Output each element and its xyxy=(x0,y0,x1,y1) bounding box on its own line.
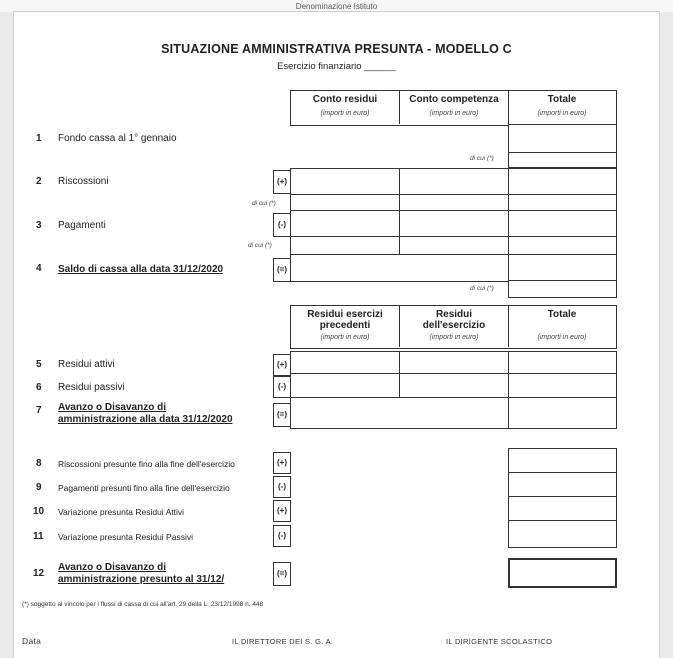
row-label-fondo-cassa: Fondo cassa al 1° gennaio xyxy=(58,133,177,144)
col-totale-2-sub: (importi in euro) xyxy=(537,334,587,341)
input-cell-total[interactable] xyxy=(508,558,617,588)
row-number: 7 xyxy=(36,405,42,416)
sign-minus: (-) xyxy=(273,213,291,237)
row-number: 8 xyxy=(36,458,42,469)
divider xyxy=(508,351,509,397)
dicui-note: di cui (*) xyxy=(470,155,494,162)
sign-equals: (=) xyxy=(273,562,291,586)
row-label-avanzo-2: amministrazione alla data 31/12/2020 xyxy=(58,414,233,425)
row-label-var-residui-passivi: Variazione presunta Residui Passivi xyxy=(58,532,193,542)
row-number: 5 xyxy=(36,359,42,370)
row-number: 4 xyxy=(36,263,42,274)
row-number: 9 xyxy=(36,482,42,493)
row-number: 2 xyxy=(36,176,42,187)
input-row[interactable] xyxy=(290,351,617,375)
exercise-label: Esercizio finanziario ______ xyxy=(277,61,396,72)
input-cell[interactable] xyxy=(508,496,617,522)
input-row[interactable] xyxy=(290,373,617,399)
sign-minus: (-) xyxy=(273,476,291,498)
input-row[interactable] xyxy=(290,210,617,238)
sign-plus: (+) xyxy=(273,452,291,474)
sign-equals: (=) xyxy=(273,258,291,282)
row-number: 11 xyxy=(33,531,44,542)
row-label-pagamenti: Pagamenti xyxy=(58,220,106,231)
sign-minus: (-) xyxy=(273,376,291,398)
sign-equals: (=) xyxy=(273,403,291,427)
page-title: SITUAZIONE AMMINISTRATIVA PRESUNTA - MODELLO C xyxy=(161,42,512,56)
col-conto-competenza: Conto competenza xyxy=(409,94,499,105)
row-number: 3 xyxy=(36,220,42,231)
footnote: (*) soggetto al vincolo per i flussi di cassa di cui all'art. 29 della L. 23/12/1998 n. 448 xyxy=(22,601,264,608)
input-row[interactable] xyxy=(290,168,617,196)
sign-plus: (+) xyxy=(273,170,291,194)
input-cell[interactable] xyxy=(508,254,617,282)
row-label-residui-passivi: Residui passivi xyxy=(58,382,125,393)
dicui-note: di cui (*) xyxy=(252,200,276,207)
row-label-avanzo-presunto-1: Avanzo o Disavanzo di xyxy=(58,562,166,573)
row-label-avanzo-1: Avanzo o Disavanzo di xyxy=(58,402,166,413)
row-number: 12 xyxy=(33,568,45,579)
input-cell[interactable] xyxy=(290,397,510,429)
date-label: Data xyxy=(22,636,42,646)
row-label-pagamenti-presunti: Pagamenti presunti fino alla fine dell'esercizio xyxy=(58,483,230,493)
col-residui-precedenti-sub: (importi in euro) xyxy=(320,334,370,341)
director-signature: IL DIRETTORE DEI S. G. A. xyxy=(232,637,334,646)
col-conto-residui: Conto residui xyxy=(312,94,378,105)
divider xyxy=(508,168,509,254)
row-label-avanzo-presunto-2: amministrazione presunto al 31/12/ xyxy=(58,574,225,585)
principal-signature: IL DIRIGENTE SCOLASTICO xyxy=(446,637,553,646)
row-label-riscossioni-presunte: Riscossioni presunte fino alla fine dell'esercizio xyxy=(58,459,235,469)
input-cell[interactable] xyxy=(508,397,617,429)
col-conto-competenza-sub: (importi in euro) xyxy=(429,110,479,117)
row-number: 6 xyxy=(36,382,42,393)
col-totale: Totale xyxy=(547,94,577,105)
dicui-note: di cui (*) xyxy=(470,285,494,292)
sign-plus: (+) xyxy=(273,354,291,376)
col-conto-residui-sub: (importi in euro) xyxy=(320,110,370,117)
divider xyxy=(399,168,400,254)
input-cell[interactable] xyxy=(508,472,617,498)
col-totale-2: Totale xyxy=(547,309,577,320)
row-number: 10 xyxy=(33,506,45,517)
sign-plus: (+) xyxy=(273,500,291,522)
input-cell[interactable] xyxy=(508,152,617,168)
input-row[interactable] xyxy=(290,236,617,256)
input-cell[interactable] xyxy=(508,124,617,154)
dicui-note: di cui (*) xyxy=(248,242,272,249)
row-label-var-residui-attivi: Variazione presunta Residui Attivi xyxy=(58,507,184,517)
row-label-residui-attivi: Residui attivi xyxy=(58,359,115,370)
input-cell[interactable] xyxy=(508,448,617,474)
col-residui-esercizio: Residui dell'esercizio xyxy=(422,309,486,331)
col-residui-esercizio-sub: (importi in euro) xyxy=(429,334,479,341)
row-label-saldo-cassa: Saldo di cassa alla data 31/12/2020 xyxy=(58,264,224,275)
row-number: 1 xyxy=(36,133,42,144)
row-label-riscossioni: Riscossioni xyxy=(58,176,109,187)
divider xyxy=(399,351,400,397)
input-cell[interactable] xyxy=(508,520,617,548)
sign-minus: (-) xyxy=(273,525,291,547)
col-residui-precedenti: Residui esercizi precedenti xyxy=(307,309,383,331)
institution-name: Denominazione Istituto xyxy=(295,2,378,11)
input-cell[interactable] xyxy=(290,254,510,282)
col-totale-sub: (importi in euro) xyxy=(537,110,587,117)
input-cell[interactable] xyxy=(508,280,617,298)
